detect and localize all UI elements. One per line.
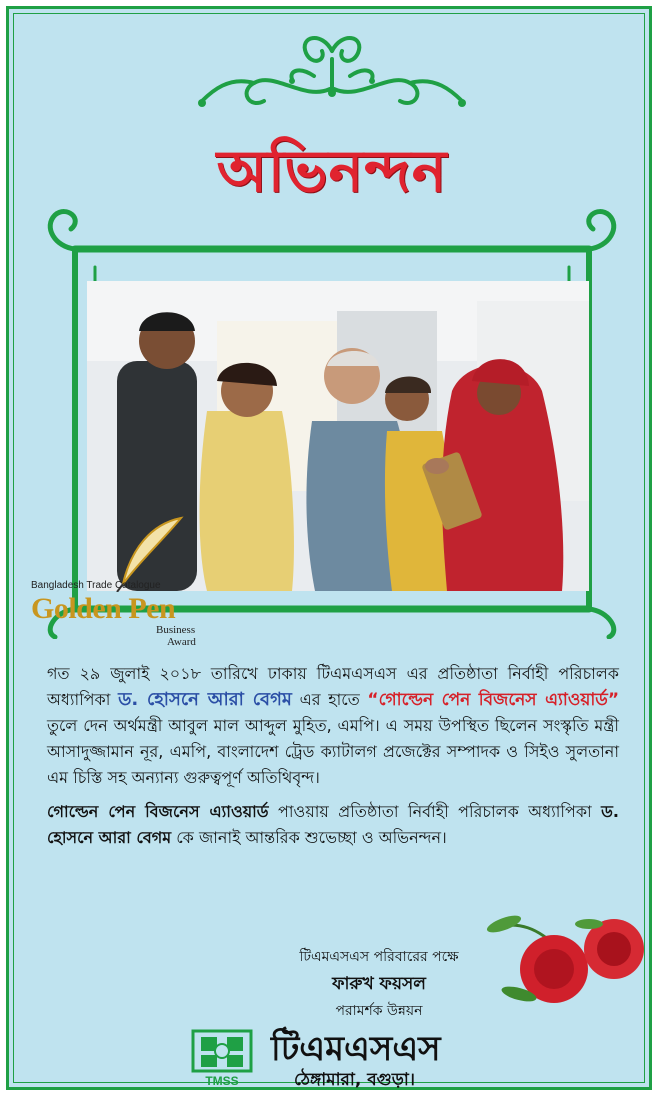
signatory-designation: পরামর্শক উন্নয়ন [335,1003,423,1019]
award-name-2: গোল্ডেন পেন বিজনেস এ্যাওয়ার্ড [47,802,269,821]
paragraph-2 [47,799,619,851]
p2-text-a: পাওয়ায় প্রতিষ্ঠাতা নির্বাহী পরিচালক অধ্যাপিকা [268,802,602,821]
p1-text-b: এর হাতে [291,690,368,709]
tmss-logo-icon [191,1029,253,1087]
award-name: “গোল্ডেন পেন বিজনেস এ্যাওয়ার্ড” [367,690,619,710]
badge-golden-pen-text: Golden Pen [31,592,176,625]
p1-text-c: তুলে দেন অর্থমন্ত্রী আবুল মাল আব্দুল মুহিত, এমপি। এ সময় উপস্থিত ছিলেন সংস্কৃতি মন্ত্রী আসাদুজ্জামান নূর, এমপি, বাংলাদেশ ট্রেড ক্যাটালগ প্রজেক্টের সম্পাদক ও সিইও সুলতানা এম চিস্তি সহ অন্যান্য গুরুত্বপূর্ণ অতিথিবৃন্দ। [47,716,619,787]
golden-pen-award-logo [31,514,221,649]
honoree-name: ড. হোসনে আরা বেগম [118,689,292,710]
paragraph-1 [47,661,619,791]
honoree-name-2: ড. হোসনে আরা বেগম [47,802,619,847]
announcement-body [47,661,619,851]
page-title: অভিনন্দন [216,137,448,205]
top-ornament-icon [194,31,470,121]
p1-text-a: গত ২৯ জুলাই ২০১৮ তারিখে ঢাকায় টিএমএসএস এর প্রতিষ্ঠাতা নির্বাহী পরিচালক অধ্যাপিকা [47,664,619,709]
org-name: টিএমএসএস [271,1029,441,1069]
badge-award-text: Award [167,636,196,648]
signature-on-behalf: টিএমএসএস পরিবারের পক্ষে [299,949,459,965]
poster [6,6,652,1090]
signatory-name: ফারুখ ফয়সল [332,974,426,994]
tmss-logo [191,1029,253,1087]
badge-business-text: Business [156,624,196,636]
org-location: ঠেঙ্গামারা, বগুড়া। [294,1070,415,1090]
badge-catalogue-text: Bangladesh Trade Catalogue [31,580,161,591]
p2-text-b: কে জানাই আন্তরিক শুভেচ্ছা ও অভিনন্দন। [171,828,447,847]
logo-text: TMSS [205,1074,239,1087]
